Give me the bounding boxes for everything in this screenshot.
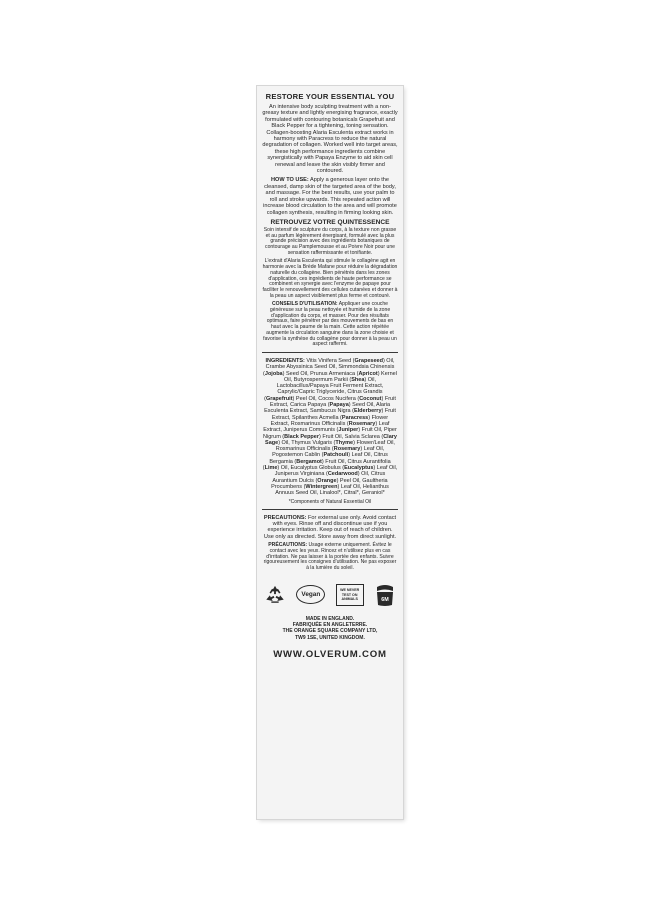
ingredient-common-name: Juniper	[338, 427, 359, 434]
cruelty-free-badge	[336, 584, 364, 606]
ingredient-text: ) Seed Oil, Alaria Esculenta Extract, Sambucus Nigra (	[264, 402, 391, 415]
ingredient-text: ) Oil, Citrus Aurantium Dulcis (	[272, 471, 386, 484]
label-content	[262, 92, 398, 660]
ingredients-label: INGREDIENTS:	[265, 357, 305, 364]
recycle-icon	[264, 584, 286, 606]
how-to-use	[262, 177, 398, 215]
ingredient-common-name: Shea	[351, 376, 365, 383]
precautions-en	[262, 515, 398, 541]
ingredient-common-name: Bergamot	[296, 458, 322, 465]
ingredient-text: ) Oil, Lactobacillus/Papaya Fruit Ferment Extract, Caprylic/Capric Triglyceride, Citrus Grandis (	[264, 376, 384, 402]
ingredient-text: ) Leaf Oil, Pogostemon Cablin (	[272, 446, 385, 459]
ingredient-text: ) Oil, Eucalyptus Globulus (	[277, 465, 345, 472]
ingredient-common-name: Orange	[317, 477, 337, 484]
intro-fr-2: L'extrait d'Alaria Esculenta qui stimule le collagène agit en harmonie avec la Brède Mafane pour réduire la dégradation naturelle du collagène. Bien pénétrés dans les zones d'application, ces ingrédients de haute performance se combinent en synergie avec l'enzyme de papaye pour faciliter le renouvellement des cellules cutanées et donner à la peau un aspect visiblement plus ferme et contouré.	[262, 258, 398, 299]
animals-line-2: TEST ON	[341, 592, 358, 597]
ingredient-text: ) Flower Extract, Rosmarinus Officinalis (	[270, 414, 389, 427]
ingredient-text: ) Fruit Oil, Citrus Aurantifolia (	[262, 458, 391, 472]
ingredient-common-name: Grapefruit	[265, 395, 293, 402]
animals-line-1: WE NEVER	[340, 588, 360, 593]
precautions-en-text: For external use only. Avoid contact with eyes. Rinse off and discontinue use if you experience irritation. Keep out of reach of children. Use only as directed. Store away from direct sunlight.	[263, 514, 397, 540]
vegan-badge	[296, 585, 325, 604]
ingredient-text: ) Flower/Leaf Oil, Rosmarinus Officinalis (	[275, 439, 395, 453]
open-jar-icon	[374, 583, 396, 607]
ingredient-text: ) Peel Oil, Gaultheria Procumbens (	[271, 477, 388, 490]
animals-line-3: ANIMALS	[341, 596, 358, 601]
ingredient-text: ) Fruit Extract, Carica Papaya (	[269, 395, 396, 409]
footer-address	[262, 616, 398, 642]
ingredient-text: Vitis Vinifera Seed (	[306, 357, 355, 364]
how-to-use-text: Apply a generous layer onto the cleansed, damp skin of the targeted area of the body, and massage. For the best results, use your palm to roll and stroke upwards. This repeated action will increase blood circulation to the area and will promote collagen synthesis, resulting in firming looking skin.	[263, 177, 397, 216]
ingredient-common-name: Rosemary	[348, 420, 376, 427]
ingredient-common-name: Eucalyptus	[344, 465, 374, 472]
ingredient-common-name: Grapeseed	[354, 357, 383, 364]
ingredient-text: ) Kernel Oil, Butyrospermum Parkii (	[283, 370, 397, 383]
website-url: WWW.OLVERUM.COM	[273, 649, 387, 661]
footer-line-3: THE ORANGE SQUARE COMPANY LTD,	[282, 628, 378, 635]
ingredient-text: ) Peel Oil, Cocos Nucifera (	[292, 395, 360, 402]
ingredient-common-name: Rosemary	[333, 446, 361, 453]
intro-fr-1: Soin intensif de sculpture du corps, à la texture non grasse et au parfum légèrement énergisant, formulé avec la plus grande précision avec des ingrédients botaniques de contourage au Pamplemousse et au Poivre Noir pour une sensation raffermissante et tonifiante.	[263, 226, 397, 256]
ingredient-common-name: Wintergreen	[305, 483, 338, 490]
ingredient-common-name: Thyme	[335, 439, 354, 446]
ingredient-text: ) Fruit Oil, Piper Nigrum (	[263, 427, 397, 440]
ingredient-text: ) Leaf Oil, Juniperus Virginiana (	[274, 465, 398, 478]
footer-line-4: TW9 1SE, UNITED KINGDOM.	[295, 634, 365, 641]
divider	[262, 509, 398, 510]
precautions-fr	[262, 543, 398, 572]
ingredient-common-name: Papaya	[329, 402, 349, 409]
conseils-text: Appliquer une couche généreuse sur la peau nettoyée et humide de la zone d'application du corps, et masser. Pour des résultats optimaux, faire pénétrer par des mouvements de bas en haut avec la paume de la main. Cette action répétée augmente la circulation sanguine dans la zone choisie et favorise la synthèse du collagène pour donner à la peau un aspect raffermi.	[263, 301, 397, 348]
ingredient-text: ) Leaf Oil, Citrus Bergamia (	[269, 452, 388, 465]
ingredient-text: ) Fruit Extract, Spilanthes Acmella (	[271, 408, 396, 421]
ingredients-list	[262, 358, 398, 497]
ingredient-text: ) Oil, Crambe Abyssinica Seed Oil, Simmondsia Chinensis (	[263, 357, 395, 377]
ingredient-common-name: Paracress	[341, 414, 369, 421]
ingredient-common-name: Jojoba	[264, 370, 283, 377]
ingredient-common-name: Apricot	[358, 370, 378, 377]
ingredient-common-name: Black Pepper	[284, 433, 319, 440]
ingredient-text: ) Oil, Thymus Vulgaris (	[278, 439, 336, 446]
precautions-fr-text: Usage externe uniquement. Évitez le contact avec les yeux. Rincez et n'utilisez plus en cas d'irritation. Ne pas laisser à la portée des enfants. Suivre rigoureusement les consignes d'utilisation. Ne pas exposer à la lumière du soleil.	[263, 542, 397, 571]
essential-oil-note: *Components of Natural Essential Oil	[288, 498, 372, 505]
intro-en: An intensive body sculpting treatment with a non-greasy texture and lightly energising fragrance, exactly formulated with contouring botanicals Grapefruit and Black Pepper for a tightening, toning sensation. Collagen-boosting Alaria Esculenta extract works in harmony with Paracress to reduce the natural degradation of collagen. Worked well into target areas, these high performance ingredients combine synergistically with Papaya Enzyme to aid skin cell renewal and leave the skin visibly firmer and contoured.	[262, 104, 398, 175]
ingredient-text: ) Seed Oil, Prunus Armeniaca (	[282, 370, 359, 377]
jar-period-label: 6M	[381, 596, 389, 603]
precautions-fr-label: PRÉCAUTIONS:	[268, 542, 308, 549]
ingredient-text: ) Leaf Oil, Helianthus Annuus Seed Oil, Linalool*, Citral*, Geraniol*	[275, 483, 389, 497]
ingredient-common-name: Lime	[264, 465, 278, 472]
precautions-en-label: PRECAUTIONS:	[263, 514, 307, 521]
animals-badge-box	[336, 584, 364, 606]
conseils	[262, 302, 398, 348]
ingredient-text: ) Leaf Extract, Juniperus Communis (	[263, 420, 390, 434]
headline: RESTORE YOUR ESSENTIAL YOU	[265, 92, 395, 101]
ingredient-common-name: Coconut	[359, 395, 382, 402]
ingredient-common-name: Patchouli	[323, 452, 349, 459]
ingredient-common-name: Cedarwood	[327, 471, 358, 478]
vegan-label: Vegan	[296, 585, 325, 604]
ingredient-common-name: Elderberry	[353, 408, 382, 415]
how-to-use-label: HOW TO USE:	[270, 177, 309, 184]
certification-icons	[264, 582, 396, 608]
conseils-label: CONSEILS D'UTILISATION:	[271, 301, 338, 308]
headline-fr: RETROUVEZ VOTRE QUINTESSENCE	[270, 218, 390, 226]
footer-line-1: MADE IN ENGLAND.	[305, 615, 355, 622]
ingredient-text: ) Fruit Oil, Salvia Sclarea (	[319, 433, 384, 440]
ingredient-common-name: Clary Sage	[265, 433, 397, 446]
divider	[262, 352, 398, 353]
footer-line-2: FABRIQUÉE EN ANGLETERRE.	[292, 622, 368, 629]
